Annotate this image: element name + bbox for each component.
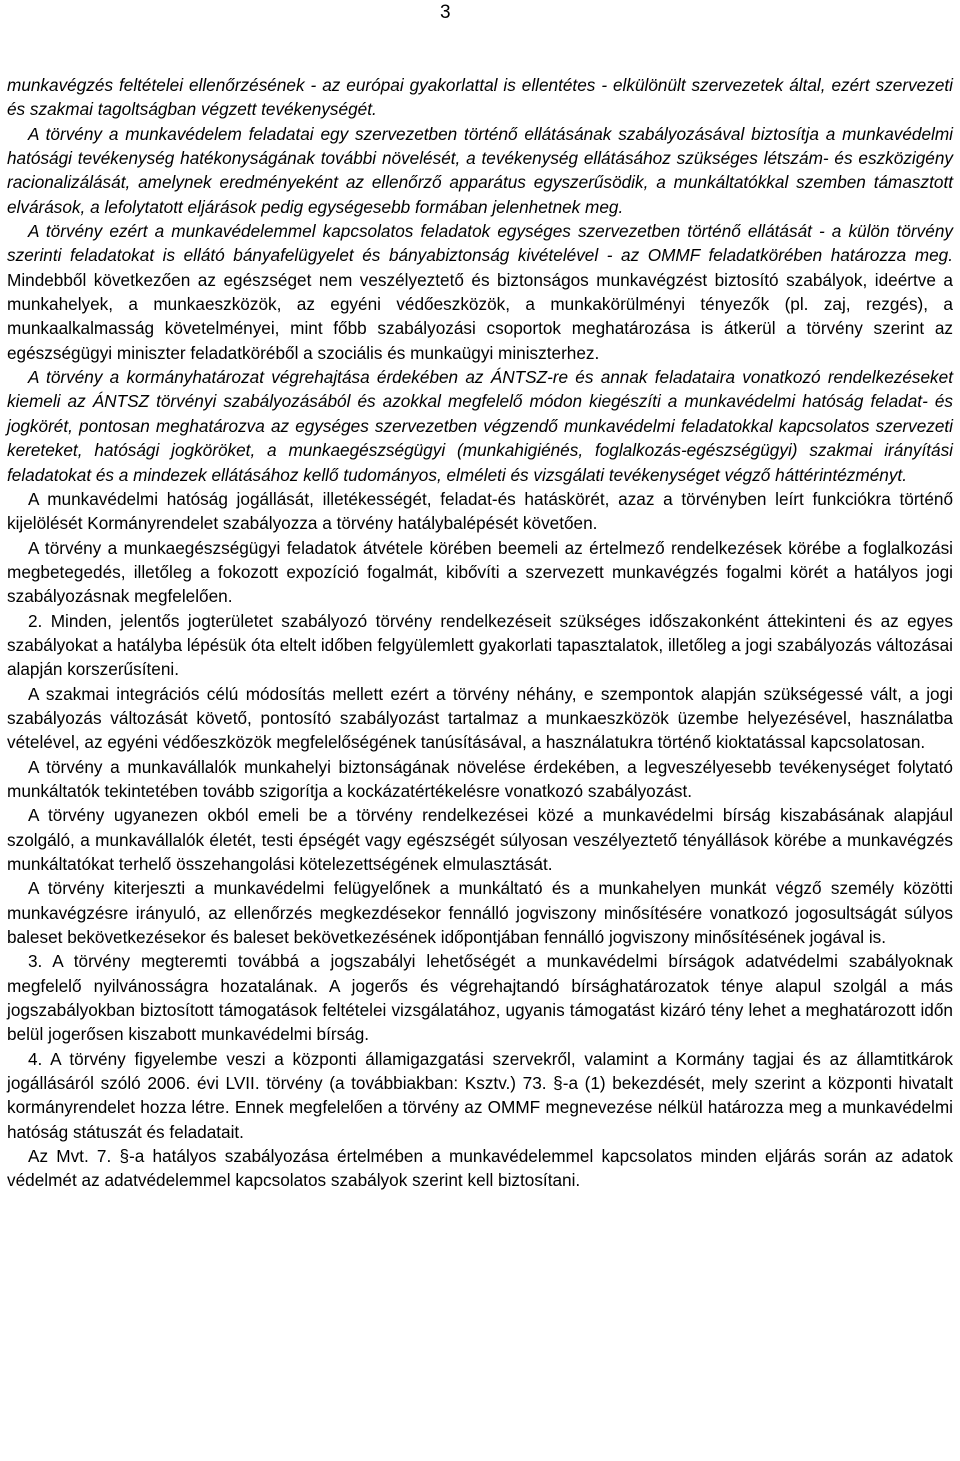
paragraph-text: A szakmai integrációs célú módosítás mellett ezért a törvény néhány, e szempontok alapján szükségessé vált, a jogi szabályozás változását követő, pontosító szabályozást tartalmaz a munkaeszközök üzembe helyezésével, használatba vételével, az egyéni védőeszközök megfelelőségének tanúsításával, a használatukra történő kioktatással kapcsolatosan.	[7, 683, 953, 753]
paragraph-text: A munkavédelmi hatóság jogállását, illetékességét, feladat-és hatáskörét, azaz a törvényben leírt funkciókra történő kijelölését Kormányrendelet szabályozza a törvény hatálybalépését követően.	[7, 488, 953, 534]
paragraph	[7, 755, 953, 804]
paragraph-text: munkavégzés feltételei ellenőrzésének - az európai gyakorlattal is ellentétes - elkülönült szervezetek által, ezért szervezeti és szakmai tagoltságban végzett tevékenységét.	[7, 75, 953, 120]
paragraph	[7, 682, 953, 755]
paragraph	[7, 1047, 953, 1144]
paragraph	[7, 609, 953, 682]
page-number: 3	[440, 2, 451, 23]
paragraph	[7, 219, 953, 365]
document-body	[7, 73, 953, 1193]
paragraph	[7, 365, 953, 487]
paragraph	[7, 803, 953, 876]
paragraph-text: A törvény a munkaegészségügyi feladatok átvétele körében beemeli az értelmező rendelkezések körébe a foglalkozási megbetegedés, illetőleg a fokozott expozíció fogalmát, kibővíti a szervezett munkavégzés fogalmi körét a hatályos jogi szabályozásnak megfelelően.	[7, 537, 953, 607]
paragraph	[7, 876, 953, 949]
paragraph-text: A törvény a kormányhatározat végrehajtása érdekében az ÁNTSZ-re és annak feladataira vonatkozó rendelkezéseket kiemeli az ÁNTSZ törvényi szabályozásából és azokkal megfelelő módon kiegészíti a munkavédelmi hatóság feladat- és jogkörét, pontosan meghatározva az egységes szervezetben végzendő munkavédelmi feladatokkal kapcsolatos szervezeti kereteket, hatósági jogköröket, a munkaegészségügyi (munkahigiénés, foglalkozás-egészségügyi) szakmai irányítási feladatokat és a mindezek ellátásához kellő tudományos, elméleti és vizsgálati tevékenységet végző háttérintézményt.	[7, 367, 953, 485]
paragraph-text: Mindebből következően az egészséget nem veszélyeztető és biztonságos munkavégzést biztosító szabályok, ideértve a munkahelyek, a munkaeszközök, az egyéni védőeszközök, a munkakörülményi tényezők (pl. zaj, rezgés), a munkaalkalmasság követelményei, mint főbb szabályozási csoportok meghatározása is átkerül a törvény szerint az egészségügyi miniszter feladatköréből a szociális és munkaügyi miniszterhez.	[7, 269, 953, 363]
paragraph-text: Az Mvt. 7. §-a hatályos szabályozása értelmében a munkavédelemmel kapcsolatos minden eljárás során az adatok védelmét az adatvédelemmel kapcsolatos szabályok szerint kell biztosítani.	[7, 1146, 953, 1191]
paragraph-text: A törvény a munkavállalók munkahelyi biztonságának növelése érdekében, a legveszélyesebb tevékenységet folytató munkáltatók tekintetében tovább szigorítja a kockázatértékelésre vonatkozó szabályozást.	[7, 756, 953, 801]
paragraph-text: A törvény a munkavédelem feladatai egy szervezetben történő ellátásának szabályozásával biztosítja a munkavédelmi hatósági tevékenység hatékonyságának további növelését, a tevékenység ellátásához szükséges létszám- és eszközigény racionalizálását, amelynek eredményeként az ellenőrző apparátus egyszerűsödik, a munkáltatókkal szemben támasztott elvárások, a lefolytatott eljárások pedig egységesebb formában jelenhetnek meg.	[7, 123, 953, 217]
paragraph-text: 3. A törvény megteremti továbbá a jogszabályi lehetőségét a munkavédelmi bírságok adatvédelmi szabályoknak megfelelő nyilvánosságra hozatalának. A jogerős és végrehajtandó bírsághatározatok ténye alapul szolgál a más jogszabályokban biztosított támogatások feltételei vizsgálatához, ugyanis támogatást kizáró tény lehet a meghatározott időn belül jogerősen kiszabott munkavédelmi bírság.	[7, 951, 953, 1045]
paragraph	[7, 949, 953, 1046]
paragraph	[7, 122, 953, 219]
paragraph	[7, 73, 953, 122]
paragraph	[7, 536, 953, 609]
paragraph-text: 4. A törvény figyelembe veszi a központi államigazgatási szervekről, valamint a Kormány tagjai és az államtitkárok jogállásáról szóló 2006. évi LVII. törvény (a továbbiakban: Ksztv.) 73. §-a (1) bekezdését, mely szerint a központi hivatalt kormányrendelet hozza létre. Ennek megfelelően a törvény az OMMF megnevezése nélkül határozza meg a munkavédelmi hatóság státuszát és feladatait.	[7, 1048, 953, 1142]
paragraph	[7, 1144, 953, 1193]
paragraph	[7, 487, 953, 536]
paragraph-text: A törvény ezért a munkavédelemmel kapcsolatos feladatok egységes szervezetben történő ellátását - a külön törvény szerinti feladatokat is ellátó bányafelügyelet és bányabiztonság kivételével - az OMMF feladatkörében határozza meg.	[7, 221, 953, 266]
paragraph-text: A törvény kiterjeszti a munkavédelmi felügyelőnek a munkáltató és a munkahelyen munkát végző személy közötti munkavégzésre irányuló, az ellenőrzés megkezdésekor fennálló jogviszony minősítésére vonatkozó jogosultságát súlyos baleset bekövetkezésekor és baleset bekövetkezésének időpontjában fennálló jogviszony minősítésének jogával is.	[7, 878, 953, 948]
paragraph-text: 2. Minden, jelentős jogterületet szabályozó törvény rendelkezéseit szükséges időszakonként áttekinteni és az egyes szabályokat a hatályba lépésük óta eltelt időben felgyülemlett gyakorlati tapasztalatok, illetőleg a jogi szabályozás változásai alapján korszerűsíteni.	[7, 610, 953, 680]
paragraph-text: A törvény ugyanezen okból emeli be a törvény rendelkezései közé a munkavédelmi bírság kiszabásának alapjául szolgáló, a munkavállalók életét, testi épségét vagy egészségét súlyosan veszélyeztető tényállások körébe a munkavégzés munkáltatókat terhelő összehangolási kötelezettségének elmulasztását.	[7, 805, 953, 874]
